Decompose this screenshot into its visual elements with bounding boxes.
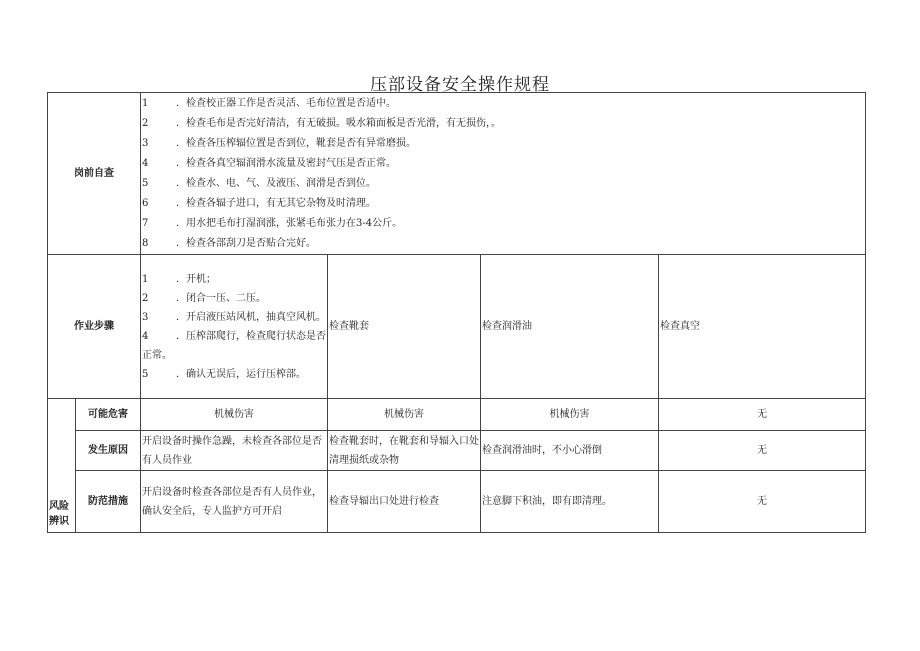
pre-check-row xyxy=(48,93,866,255)
prevention-cell: 开启设备时检查各部位是否有人员作业，确认安全后，专人监护方可开启 xyxy=(141,471,328,533)
hazard-label: 可能危害 xyxy=(76,399,141,431)
pre-check-item: 7 ．用水把毛布打湿润涨，张紧毛布张力在3-4公斤。 xyxy=(142,217,403,229)
work-steps-list xyxy=(141,255,328,399)
pre-check-item: 5 ．检查水、电、气、及液压、润滑是否到位。 xyxy=(142,177,376,189)
pre-check-item: 6 ．检查各辐子进口，有无其它杂物及时清理。 xyxy=(142,197,376,209)
prevention-cell: 检查导辐出口处进行检查 xyxy=(328,471,481,533)
hazard-cell: 机械伤害 xyxy=(328,399,481,431)
work-step: 5 ．确认无误后，运行压榨部。 xyxy=(142,368,306,380)
work-col-lube: 检查润滑油 xyxy=(481,255,659,399)
prevention-cell: 无 xyxy=(659,471,866,533)
pre-check-item: 3 ．检查各压榨辐位置是否到位，靴套是否有异常磨损。 xyxy=(142,137,416,149)
cause-label: 发生原因 xyxy=(76,431,141,471)
pre-check-label: 岗前自查 xyxy=(48,93,141,255)
work-steps-label: 作业步骤 xyxy=(48,255,141,399)
pre-check-item: 4 ．检查各真空辐润滑水流量及密封气压是否正常。 xyxy=(142,157,396,169)
pre-check-item: 1 ．检查校正器工作是否灵活、毛布位置是否适中。 xyxy=(142,97,396,109)
pre-check-item: 2 ．检查毛布是否完好清洁，有无破损。吸水箱面板是否光滑，有无损伤，。 xyxy=(142,117,501,129)
hazard-cell: 机械伤害 xyxy=(481,399,659,431)
prevention-row xyxy=(48,471,866,533)
prevention-cell: 注意脚下积油，即有即清理。 xyxy=(481,471,659,533)
hazard-cell: 机械伤害 xyxy=(141,399,328,431)
cause-cell: 检查润滑油时，不小心滑倒 xyxy=(481,431,659,471)
work-col-boot: 检查靴套 xyxy=(328,255,481,399)
work-step: 3 ．开启液压站风机，抽真空风机。 xyxy=(142,311,326,323)
cause-cell: 开启设备时操作急躁，未检查各部位是否有人员作业 xyxy=(141,431,328,471)
cause-cell: 检查靴套时，在靴套和导辐入口处清理损纸或杂物 xyxy=(328,431,481,471)
document-title: 压部设备安全操作规程 xyxy=(370,75,550,95)
work-step: 4 ．压榨部爬行，检查爬行状态是否正常。 xyxy=(142,330,326,361)
pre-check-item: 8 ．检查各部刮刀是否贴合完好。 xyxy=(142,237,316,249)
work-steps-row xyxy=(48,255,866,399)
cause-cell: 无 xyxy=(659,431,866,471)
work-step: 2 ．闭合一压、二压。 xyxy=(142,292,266,304)
hazard-cell: 无 xyxy=(659,399,866,431)
hazard-row xyxy=(48,399,866,431)
prevention-label: 防范措施 xyxy=(76,471,141,533)
procedure-table xyxy=(47,92,866,533)
risk-label: 风险辨识 xyxy=(48,399,76,533)
work-step: 1 ．开机； xyxy=(142,273,216,285)
work-col-vacuum: 检查真空 xyxy=(659,255,866,399)
cause-row xyxy=(48,431,866,471)
pre-check-items xyxy=(141,93,866,255)
